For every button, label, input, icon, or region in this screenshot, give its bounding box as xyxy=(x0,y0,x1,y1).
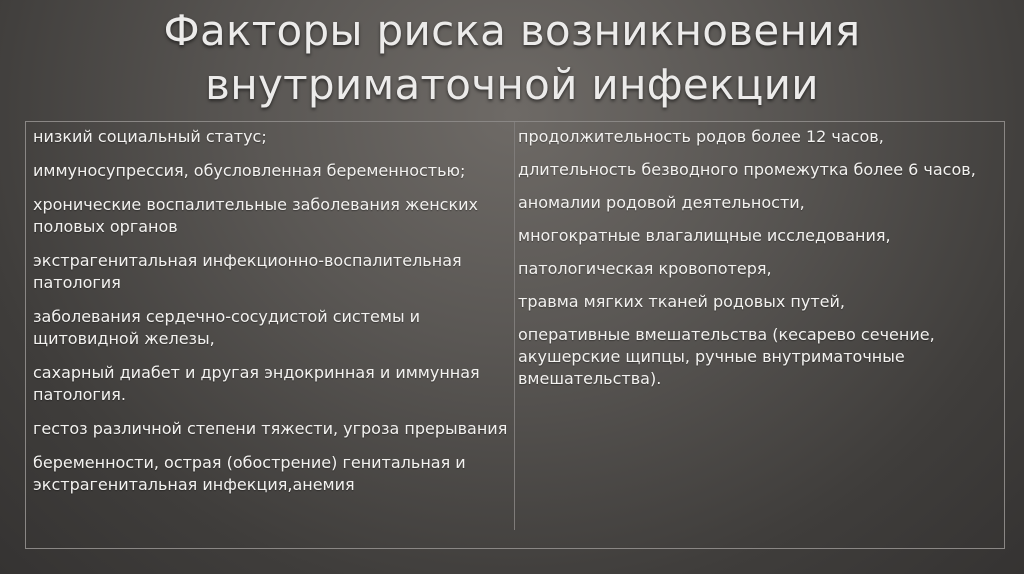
title-line-2: внутриматочной инфекции xyxy=(205,60,819,109)
title-line-1: Факторы риска возникновения xyxy=(163,6,861,55)
left-column xyxy=(33,126,513,508)
right-column xyxy=(518,126,988,401)
left-item: хронические воспалительные заболевания женских половых органов xyxy=(33,195,478,236)
left-item: низкий социальный статус; xyxy=(33,127,267,146)
risk-factors-table xyxy=(25,121,1005,549)
left-item: иммуносупрессия, обусловленная беременностью; xyxy=(33,161,466,180)
right-item: продолжительность родов более 12 часов, xyxy=(518,127,884,146)
right-item: многократные влагалищные исследования, xyxy=(518,226,891,245)
left-item: сахарный диабет и другая эндокринная и иммунная патология. xyxy=(33,363,480,404)
slide-title xyxy=(0,4,1024,112)
right-item: патологическая кровопотеря, xyxy=(518,259,772,278)
column-divider xyxy=(514,122,515,530)
right-item: аномалии родовой деятельности, xyxy=(518,193,805,212)
right-item: длительность безводного промежутка более 6 часов, xyxy=(518,160,976,179)
left-item: гестоз различной степени тяжести, угроза прерывания xyxy=(33,419,508,438)
right-item: травма мягких тканей родовых путей, xyxy=(518,292,845,311)
left-item: экстрагенитальная инфекционно-воспалительная патология xyxy=(33,251,462,292)
left-item: беременности, острая (обострение) генитальная и экстрагенитальная инфекция,анемия xyxy=(33,453,466,494)
right-item: оперативные вмешательства (кесарево сечение, акушерские щипцы, ручные внутриматочные вмешательства). xyxy=(518,325,935,388)
left-item: заболевания сердечно-сосудистой системы и щитовидной железы, xyxy=(33,307,421,348)
